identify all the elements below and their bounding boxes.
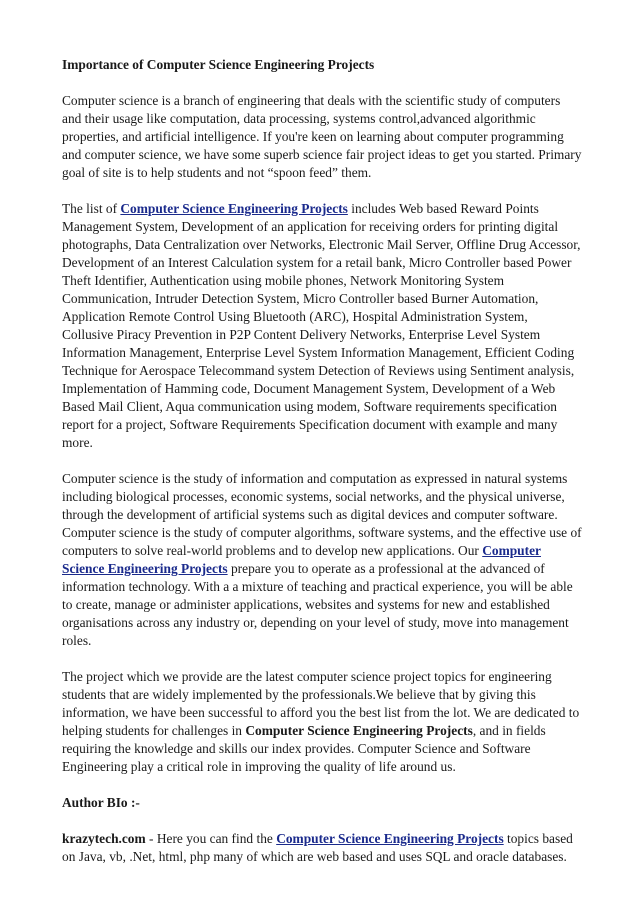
cs-study-suffix: prepare you to operate as a professional at the advanced of information technology. With a a mixture of teaching and practical experience, you will be able to create, manage or administer applications, websites and systems for new and established organisations across any industry or, depending on your level of study, move into management roles. xyxy=(62,561,573,648)
intro-paragraph: Computer science is a branch of engineering that deals with the scientific study of computers and their usage like computation, data processing, systems control,advanced algorithmic properties, and artificial intelligence. If you're keen on learning about computer programming and computer science, we have some superb science fair project ideas to get you started. Primary goal of site is to help students and not “spoon feed” them. xyxy=(62,93,582,180)
page-title: Importance of Computer Science Engineering Projects xyxy=(62,57,375,72)
cs-study-paragraph xyxy=(62,470,582,650)
project-list-paragraph xyxy=(62,200,582,452)
projects-link-2[interactable]: Computer Science Engineering Projects xyxy=(62,543,541,576)
author-bio-heading: Author BIo :- xyxy=(62,795,140,810)
cs-study-text: Computer science is the study of information and computation as expressed in natural systems including biological processes, economic systems, social networks, and the physical universe, through the development of artificial systems such as digital devices and computer software. Computer science is the study of computer algorithms, software systems, and the effective use of computers to solve real-world problems and to develop new applications. Our xyxy=(62,471,582,558)
author-site: krazytech.com xyxy=(62,831,146,846)
project-list-text: includes Web based Reward Points Management System, Development of an application for receiving orders for printing digital photographs, Data Centralization over Networks, Electronic Mail Server, Offline Drug Accessor, Development of an Interest Calculation system for a retail bank, Micro Controller based Power Theft Identifier, Authentication using mobile phones, Network Monitoring System Communication, Intruder Detection System, Micro Controller based Burner Automation, Application Remote Control Using Bluetooth (ARC), Hospital Administration System, Collusive Piracy Prevention in P2P Content Delivery Networks, Enterprise Level System Information Management, Enterprise Level System Information Management, Efficient Coding Technique for Aerospace Telecommand system Detection of Reviews using Sentiment analysis, Implementation of Hamming code, Document Management System, Development of a Web Based Mail Client, Aqua communication using modem, Software requirements specification report for a project, Software Requirements Specification document with example and many more. xyxy=(62,201,581,450)
provider-suffix: , and in fields requiring the knowledge and skills our index provides. Computer Science and Software Engineering play a critical role in improving the quality of life around us. xyxy=(62,723,546,774)
project-list-prefix: The list of xyxy=(62,201,121,216)
projects-link-1[interactable]: Computer Science Engineering Projects xyxy=(120,201,348,216)
author-paragraph xyxy=(62,830,582,866)
provider-paragraph xyxy=(62,668,582,776)
provider-text: The project which we provide are the latest computer science project topics for engineering students that are widely implemented by the professionals.We believe that by giving this information, we have been successful to afford you the best list from the lot. We are dedicated to helping students for challenges in xyxy=(62,669,580,738)
document-page xyxy=(62,56,582,884)
projects-bold-term: Computer Science Engineering Projects xyxy=(245,723,473,738)
author-text: - Here you can find the xyxy=(145,831,277,846)
projects-link-3[interactable]: Computer Science Engineering Projects xyxy=(276,831,504,846)
author-suffix: topics based on Java, vb, .Net, html, php many of which are web based and uses SQL and oracle databases. xyxy=(62,831,573,864)
